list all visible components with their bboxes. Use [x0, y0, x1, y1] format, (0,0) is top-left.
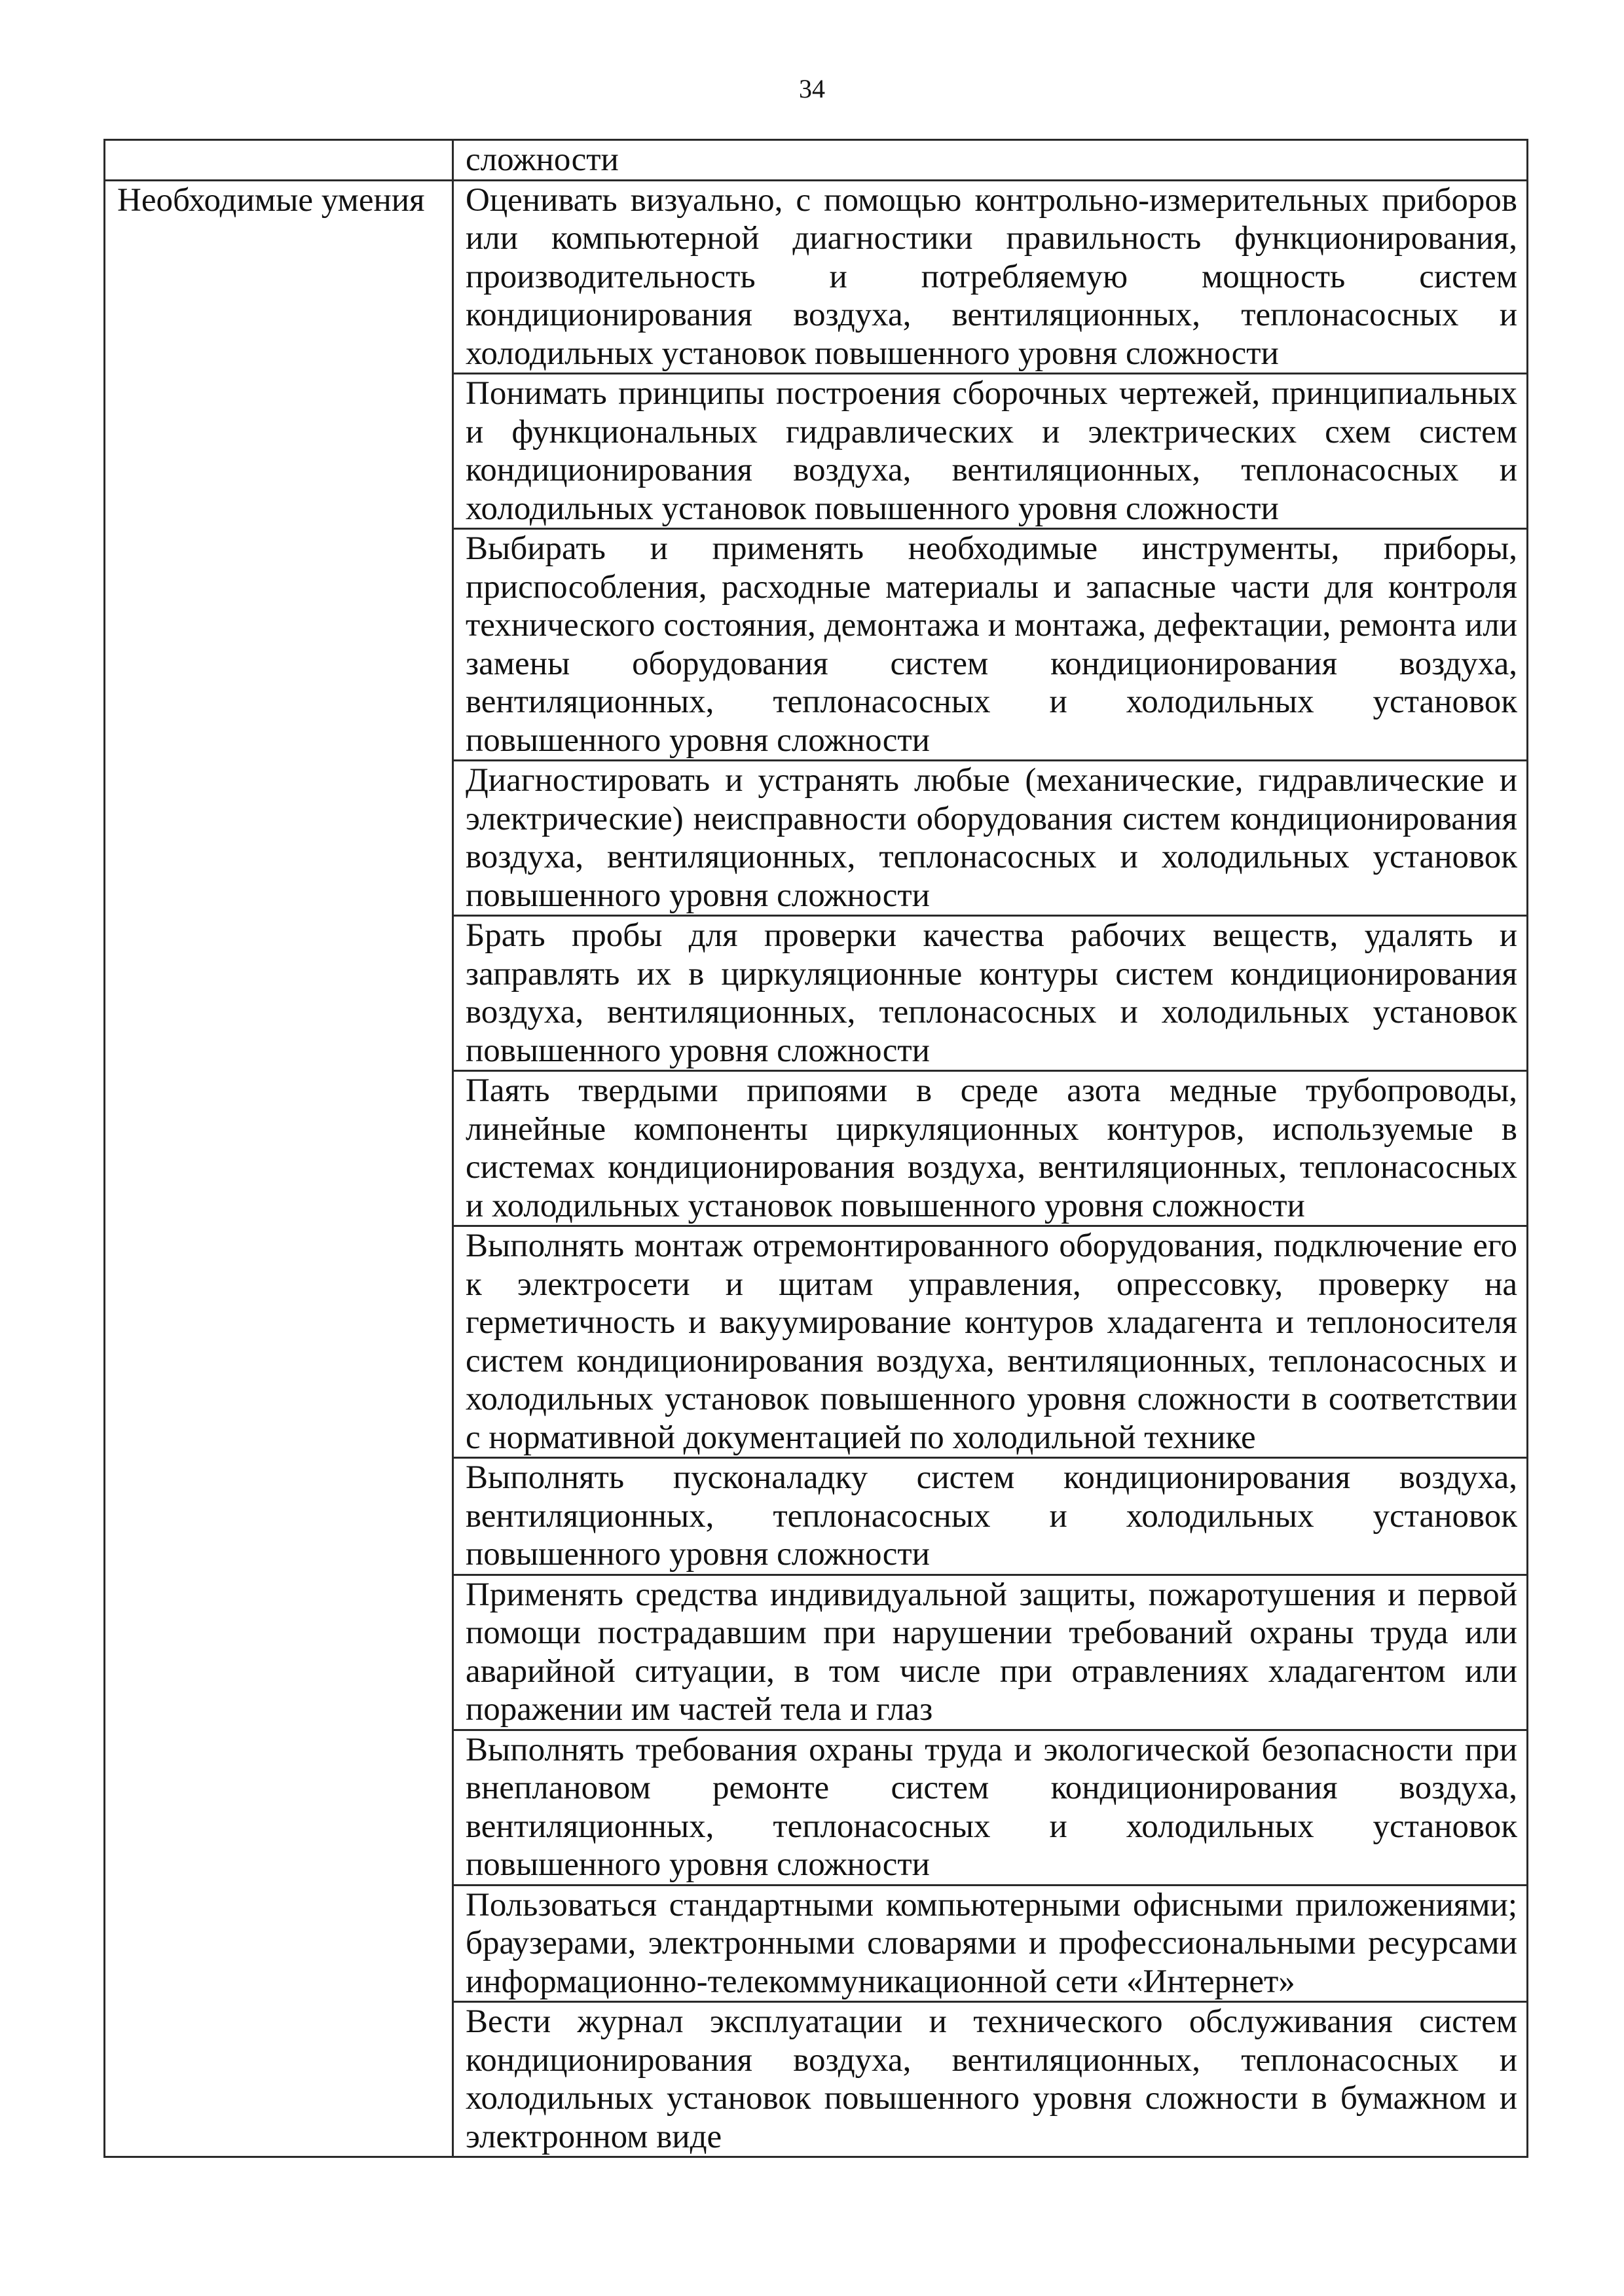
page-number: 34 [799, 74, 825, 103]
section-label-cell: Необходимые умения [105, 180, 453, 2157]
skill-cell: Вести журнал эксплуатации и технического обслуживания систем кондиционирования воздуха, вентиляционных, теплонасосных и холодильных установок повышенного уровня сложности в бумажном и электронном виде [453, 2002, 1528, 2157]
skill-cell: Оценивать визуально, с помощью контрольно-измерительных приборов или компьютерной диагностики правильность функционирования, производительность и потребляемую мощность систем кондиционирования воздуха, вентиляционных, теплонасосных и холодильных установок повышенного уровня сложности [453, 180, 1528, 374]
skill-cell: Выполнять монтаж отремонтированного оборудования, подключение его к электросети и щитам управления, опрессовку, проверку на герметичность и вакуумирование контуров хладагента и теплоносителя систем кондиционирования воздуха, вентиляционных, теплонасосных и холодильных установок повышенного уровня сложности в соответствии с нормативной документацией по холодильной технике [453, 1226, 1528, 1458]
skill-cell: Пользоваться стандартными компьютерными офисными приложениями; браузерами, электронными словарями и профессиональными ресурсами информационно-телекоммуникационной сети «Интернет» [453, 1885, 1528, 2002]
skill-cell: Понимать принципы построения сборочных чертежей, принципиальных и функциональных гидравлических и электрических схем систем кондиционирования воздуха, вентиляционных, теплонасосных и холодильных установок повышенного уровня сложности [453, 374, 1528, 529]
continuation-text-cell: сложности [453, 140, 1528, 181]
skill-cell: Диагностировать и устранять любые (механические, гидравлические и электрические) неисправности оборудования систем кондиционирования воздуха, вентиляционных, теплонасосных и холодильных установок повышенного уровня сложности [453, 761, 1528, 916]
table-row-continuation [105, 140, 1528, 181]
skills-table [103, 139, 1528, 2158]
skill-cell: Выполнять требования охраны труда и экологической безопасности при внеплановом ремонте систем кондиционирования воздуха, вентиляционных, теплонасосных и холодильных установок повышенного уровня сложности [453, 1730, 1528, 1885]
skill-cell: Выполнять пусконаладку систем кондиционирования воздуха, вентиляционных, теплонасосных и холодильных установок повышенного уровня сложности [453, 1458, 1528, 1575]
table-row [105, 180, 1528, 374]
skill-cell: Выбирать и применять необходимые инструменты, приборы, приспособления, расходные материалы и запасные части для контроля технического состояния, демонтажа и монтажа, дефектации, ремонта или замены оборудования систем кондиционирования воздуха, вентиляционных, теплонасосных и холодильных установок повышенного уровня сложности [453, 529, 1528, 761]
skill-cell: Применять средства индивидуальной защиты, пожаротушения и первой помощи пострадавшим при нарушении требований охраны труда или аварийной ситуации, в том числе при отравлениях хладагентом или поражении им частей тела и глаз [453, 1575, 1528, 1730]
skill-cell: Паять твердыми припоями в среде азота медные трубопроводы, линейные компоненты циркуляционных контуров, используемые в системах кондиционирования воздуха, вентиляционных, теплонасосных и холодильных установок повышенного уровня сложности [453, 1071, 1528, 1226]
skill-cell: Брать пробы для проверки качества рабочих веществ, удалять и заправлять их в циркуляционные контуры систем кондиционирования воздуха, вентиляционных, теплонасосных и холодильных установок повышенного уровня сложности [453, 916, 1528, 1071]
continuation-label-cell [105, 140, 453, 181]
